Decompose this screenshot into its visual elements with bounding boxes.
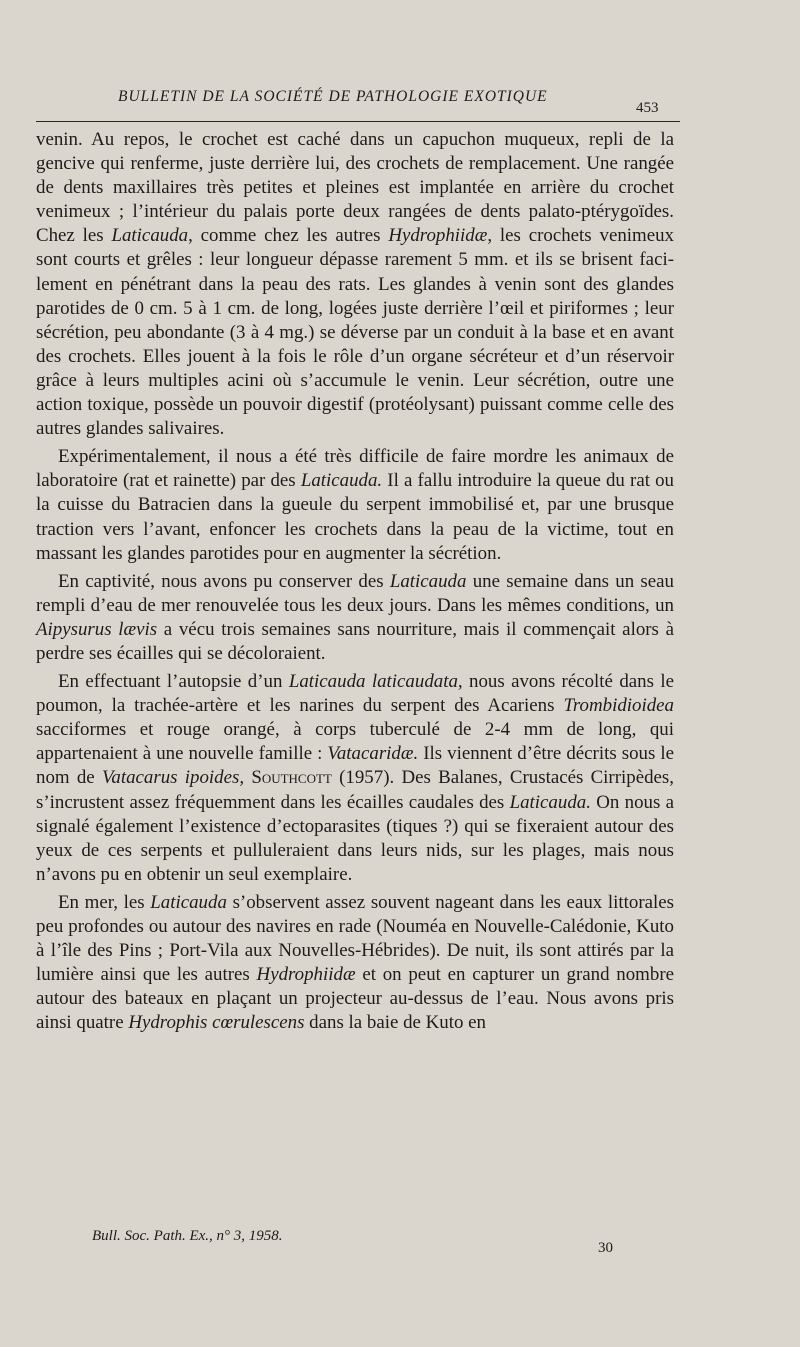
- paragraph-4: En effectuant l’autopsie d’un Laticauda laticaudata, nous avons récolté dans le poumon, la trachée-artère et les narines du serpent des Acariens Trombidioidea sacciformes et rouge orangé, à corps tuberculé de 2-4 mm de long, qui appartenaient à une nouvelle famille : Vatacaridæ. Ils viennent d’être décrits sous le nom de Vatacarus ipoides, Southcott (1957). Des Balanes, Crustacés Cirripèdes, s’incrustent assez fréquemment dans les écailles caudales des Laticauda. On nous a signalé également l’existence d’ectoparasites (tiques ?) qui se fixeraient autour des yeux de ces serpents et pulluleraient dans leurs nids, sur les plages, mais nous n’avons pu en obtenir un seul exemplaire.: [36, 671, 675, 885]
- taxon: Laticauda.: [509, 791, 591, 813]
- taxon: Hydrophiidæ: [388, 225, 488, 247]
- taxon: Vatacaridæ.: [327, 743, 419, 765]
- paragraph-2: Expérimentalement, il nous a été très difficile de faire mordre les animaux de laboratoire (rat et rainette) par des Laticauda. Il a fallu introduire la queue du rat ou la cuisse du Batracien dans la gueule du serpent immobilisé et, par une brusque traction vers l’avant, enfoncer les crochets dans la peau de la victime, tout en massant les glandes parotides pour en augmenter la sécrétion.: [36, 446, 674, 564]
- taxon: Hydrophiidæ: [256, 964, 356, 986]
- header-rule: [36, 121, 680, 122]
- taxon: Laticauda: [150, 891, 227, 913]
- taxon: Laticauda: [111, 225, 189, 247]
- taxon: Vatacarus ipoides,: [101, 767, 245, 789]
- signature-mark: 30: [598, 1240, 613, 1256]
- body-text: [36, 128, 674, 1039]
- paragraph-5: En mer, les Laticauda s’observent assez souvent nageant dans les eaux littorales peu profondes ou autour des navires en rade (Nouméa en Nouvelle-Calédonie, Kuto à l’île des Pins ; Port-Vila aux Nouvelles-Hébrides). De nuit, ils sont attirés par la lumière ainsi que les autres Hydrophiidæ et on peut en capturer un grand nombre autour des bateaux en plaçant un projecteur au-dessus de l’eau. Nous avons pris ainsi quatre Hydrophis cœrulescens dans la baie de Kuto en: [36, 891, 675, 1034]
- taxon: Laticauda.: [300, 470, 383, 492]
- journal-citation: Bull. Soc. Path. Ex., n° 3, 1958.: [92, 1228, 283, 1244]
- taxon: Aipysurus lævis: [36, 618, 158, 640]
- taxon: Laticauda: [389, 570, 467, 592]
- taxon: Trombidioidea: [563, 695, 674, 717]
- taxon: Hydrophis cœrulescens: [128, 1012, 305, 1034]
- taxon: Laticauda laticaudata,: [288, 671, 463, 693]
- author-name: Southcott: [251, 767, 332, 789]
- paragraph-1: venin. Au repos, le crochet est caché dans un capuchon muqueux, repli de la gencive qui renferme, juste derrière lui, des crochets de remplacement. Une rangée de dents maxillaires très petites et pleines est implantée en arrière du crochet venimeux ; l’intérieur du palais porte deux rangées de dents palato-ptérygoïdes. Chez les Laticauda, comme chez les autres Hydrophiidæ, les crochets venimeux sont courts et grêles : leur longueur dépasse rarement 5 mm. et ils se brisent facilement en pénétrant dans la peau des rats. Les glandes à venin sont des glandes parotides de 0 cm. 5 à 1 cm. de long, logées juste derrière l’œil et piriformes ; leur sécrétion, peu abondante (3 à 4 mg.) se déverse par un conduit à la base et en avant des crochets. Elles jouent à la fois le rôle d’un organe sécréteur et d’un réservoir grâce à leurs multiples acini où s’accumule le venin. Leur sécrétion, outre une action toxique, possède un pouvoir digestif (protéolysant) puissant comme celle des autres glandes salivaires.: [36, 129, 674, 440]
- paragraph-3: En captivité, nous avons pu conserver des Laticauda une semaine dans un seau rempli d’eau de mer renouvelée tous les deux jours. Dans les mêmes conditions, un Aipysurus lævis a vécu trois semaines sans nourriture, mais il commençait alors à perdre ses écailles qui se décoloraient.: [36, 570, 674, 664]
- running-header: BULLETIN DE LA SOCIÉTÉ DE PATHOLOGIE EXOTIQUE: [118, 88, 548, 105]
- page-number: 453: [636, 100, 659, 116]
